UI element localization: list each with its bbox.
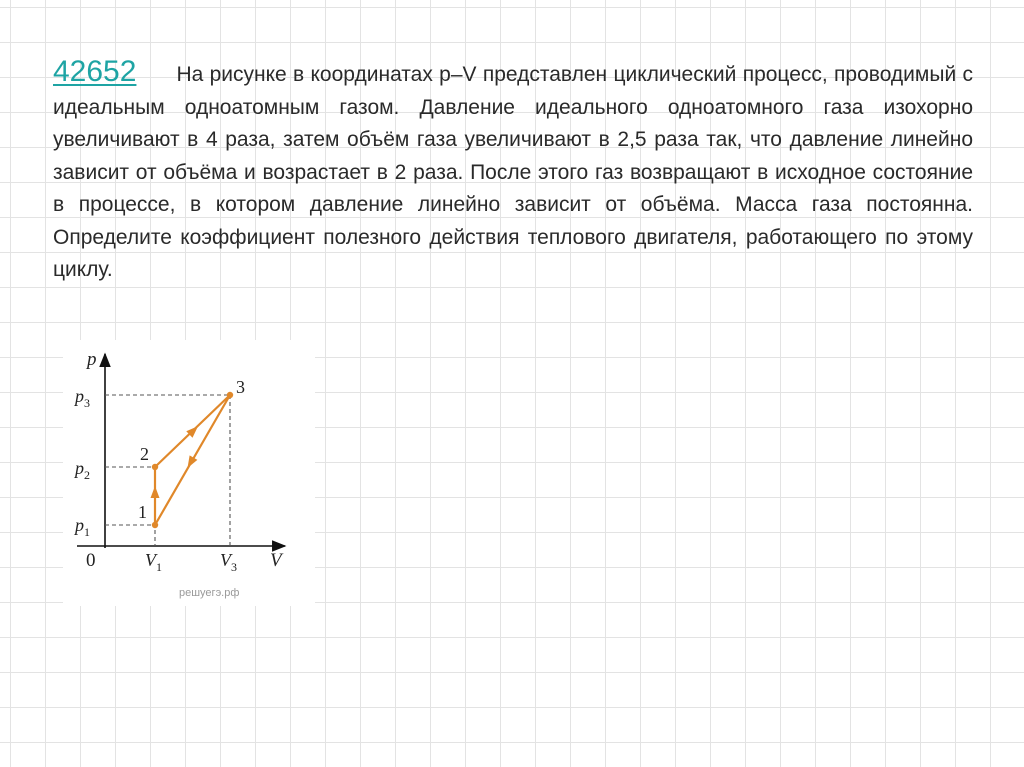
state-point-3: [227, 392, 233, 398]
axis-label-p: p: [87, 349, 97, 370]
origin-label: 0: [86, 550, 96, 571]
arrow-3-1: [184, 455, 198, 470]
pv-diagram-svg: [63, 340, 315, 606]
problem-statement: [53, 56, 973, 287]
pv-diagram: [63, 340, 315, 606]
problem-id-link[interactable]: 42652: [53, 55, 137, 88]
tick-label-p1: $p_1$: [75, 515, 90, 539]
state-point-1: [152, 522, 158, 528]
tick-label-v3: $V_3$: [220, 550, 237, 574]
state-point-2: [152, 464, 158, 470]
watermark: решуегэ.рф: [179, 587, 240, 599]
arrow-1-2: [151, 486, 160, 498]
guide-lines: [105, 395, 230, 546]
axis-label-v: V: [270, 550, 282, 571]
point-label-1: 1: [138, 502, 147, 522]
tick-label-p2: $p_2$: [75, 458, 90, 482]
point-label-2: 2: [140, 444, 149, 464]
problem-text: На рисунке в координатах p–V представлен циклический процесс, проводимый с идеальным одноатомным газом. Давление идеального одноатомного газа изохорно увеличивают в 4 раза, затем объём газа увеличивают в 2,5 раза так, что давление линейно зависит от объёма и возрастает в 2 раза. После этого газ возвращают в исходное состояние в процессе, в котором давление линейно зависит от объёма. Масса газа постоянна. Определите коэффициент полезного действия теплового двигателя, работающего по этому циклу.: [53, 63, 973, 281]
tick-label-v1: $V_1$: [145, 550, 162, 574]
tick-label-p3: $p_3$: [75, 386, 90, 410]
point-label-3: 3: [236, 377, 245, 397]
